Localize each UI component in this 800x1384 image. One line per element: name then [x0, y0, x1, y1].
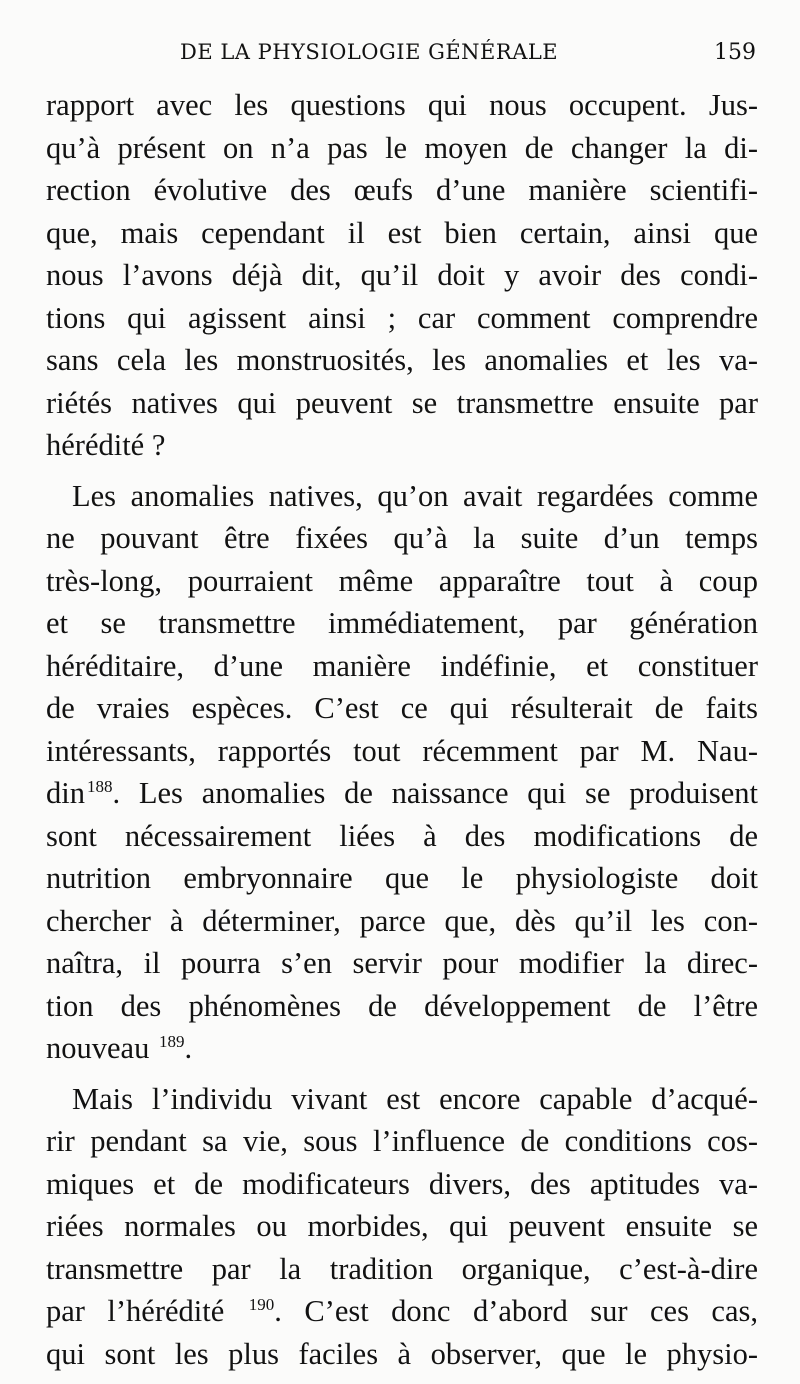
- text-line: nutrition embryonnaire que le physiologiste doit: [46, 861, 758, 895]
- text-line: qu’à présent on n’a pas le moyen de changer la di-: [46, 130, 758, 165]
- text-line: naîtra, il pourra s’en servir pour modifier la direc-: [46, 946, 758, 980]
- text-line: riées normales ou morbides, qui peuvent ensuite se: [46, 1209, 758, 1243]
- text-line: que, mais cependant il est bien certain, ainsi que: [46, 215, 758, 250]
- text-line: très-long, pourraient même apparaître tout à coup: [46, 563, 758, 598]
- text-line: riétés natives qui peuvent se transmettre ensuite par: [46, 385, 758, 420]
- text-line: qui sont les plus faciles à observer, que le physio-: [46, 1336, 758, 1371]
- text-segment: .: [184, 1031, 193, 1065]
- text-line: Les anomalies natives, qu’on avait regardées comme: [72, 478, 758, 513]
- text-segment: . Les anomalies de naissance qui se produisent: [112, 776, 758, 810]
- text-line: tion des phénomènes de développement de l’être: [46, 988, 758, 1023]
- text-line: rir pendant sa vie, sous l’influence de conditions cos-: [46, 1124, 758, 1158]
- paragraph: [46, 84, 758, 467]
- paragraph-gap: [46, 1070, 758, 1078]
- footnote-ref-188[interactable]: 188: [86, 777, 113, 796]
- text-segment: nouveau: [46, 1031, 157, 1065]
- paragraph-gap: [46, 467, 758, 475]
- text-line: sans cela les monstruosités, les anomalies et les va-: [46, 343, 758, 377]
- text-line: rapport avec les questions qui nous occupent. Jus-: [46, 88, 758, 122]
- page-number: 159: [714, 40, 756, 65]
- text-line: rection évolutive des œufs d’une manière scientifi-: [46, 173, 758, 207]
- text-line: [46, 772, 758, 815]
- running-head: [0, 36, 800, 72]
- text-segment: par l’hérédité: [46, 1294, 247, 1328]
- text-line: [46, 1290, 758, 1333]
- body-text: [46, 84, 758, 1375]
- text-line: ne pouvant être fixées qu’à la suite d’un temps: [46, 521, 758, 555]
- text-line: et se transmettre immédiatement, par génération: [46, 606, 758, 640]
- text-segment: . C’est donc d’abord sur ces cas,: [274, 1294, 758, 1328]
- text-line: miques et de modificateurs divers, des aptitudes va-: [46, 1166, 758, 1201]
- text-line: nous l’avons déjà dit, qu’il doit y avoir des condi-: [46, 258, 758, 292]
- text-line: héréditaire, d’une manière indéfinie, et constituer: [46, 648, 758, 683]
- text-segment: din: [46, 776, 85, 810]
- text-line: tions qui agissent ainsi ; car comment comprendre: [46, 300, 758, 335]
- text-line: de vraies espèces. C’est ce qui résulterait de faits: [46, 691, 758, 725]
- text-line: intéressants, rapportés tout récemment par M. Nau-: [46, 733, 758, 768]
- text-line: hérédité ?: [46, 428, 166, 462]
- text-line: transmettre par la tradition organique, c’est-à-dire: [46, 1251, 758, 1286]
- text-line: chercher à déterminer, parce que, dès qu’il les con-: [46, 903, 758, 938]
- footnote-ref-190[interactable]: 190: [248, 1295, 275, 1314]
- running-title: DE LA PHYSIOLOGIE GÉNÉRALE: [180, 40, 559, 64]
- text-line: sont nécessairement liées à des modifications de: [46, 818, 758, 853]
- paragraph: [46, 475, 758, 1070]
- paragraph: [46, 1078, 758, 1376]
- text-line: Mais l’individu vivant est encore capable d’acqué-: [72, 1081, 758, 1116]
- text-line: [46, 1027, 758, 1070]
- footnote-ref-189[interactable]: 189: [158, 1032, 185, 1051]
